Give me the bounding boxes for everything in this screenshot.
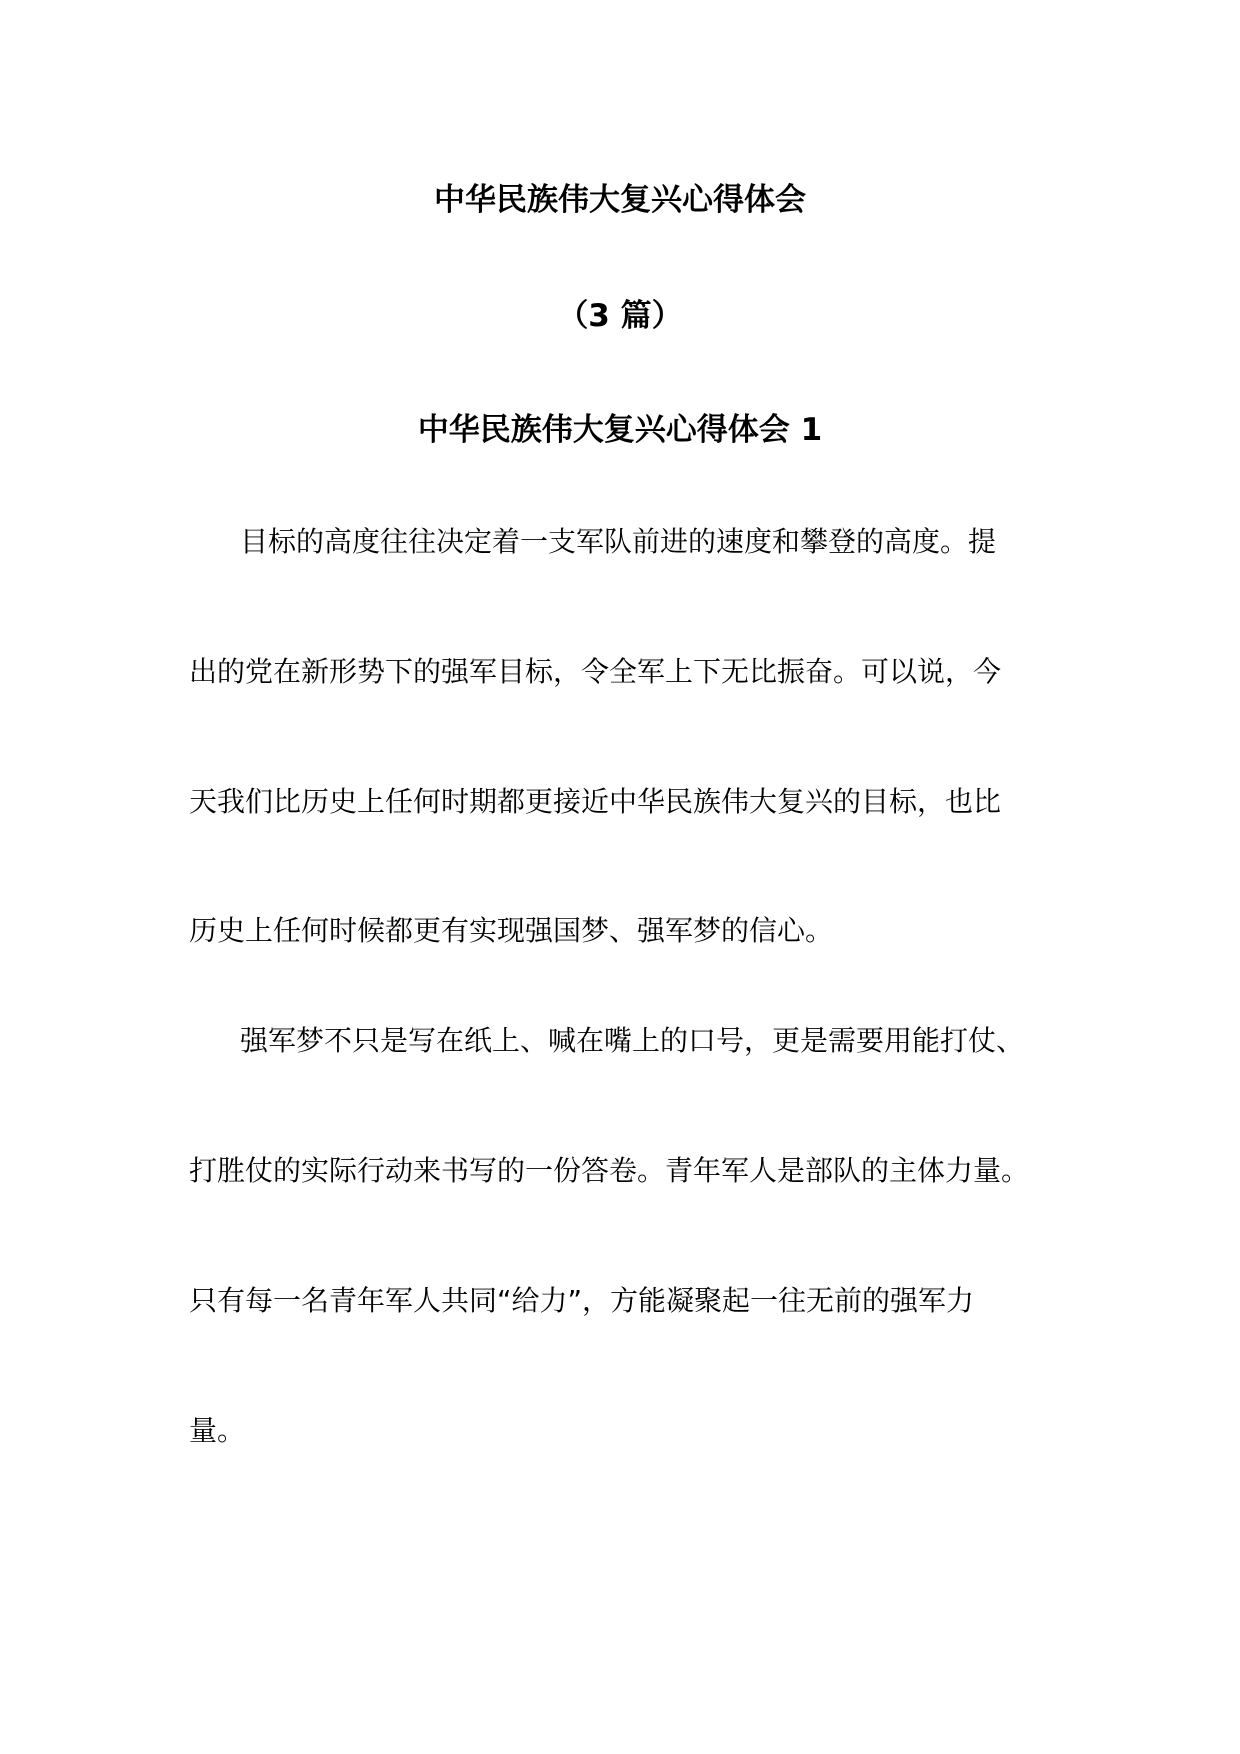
paragraph-line: 强军梦不只是写在纸上、喊在嘴上的口号，更是需要用能打仗、 (240, 1024, 1025, 1057)
document-subtitle: （3 篇） (557, 298, 683, 334)
paragraph-line: 出的党在新形势下的强军目标，令全军上下无比振奋。可以说，今 (189, 655, 1002, 688)
document-title: 中华民族伟大复兴心得体会 (434, 182, 806, 218)
paragraph-line: 量。 (189, 1414, 246, 1447)
paragraph-line: 只有每一名青年军人共同“给力”，方能凝聚起一往无前的强军力 (189, 1284, 975, 1317)
paragraph-line: 历史上任何时候都更有实现强国梦、强军梦的信心。 (189, 914, 834, 947)
paragraph-line: 目标的高度往往决定着一支军队前进的速度和攀登的高度。提 (240, 525, 997, 558)
paragraph-line: 打胜仗的实际行动来书写的一份答卷。青年军人是部队的主体力量。 (189, 1154, 1030, 1187)
article-title: 中华民族伟大复兴心得体会 1 (417, 412, 823, 448)
paragraph-line: 天我们比历史上任何时期都更接近中华民族伟大复兴的目标，也比 (189, 785, 1002, 818)
